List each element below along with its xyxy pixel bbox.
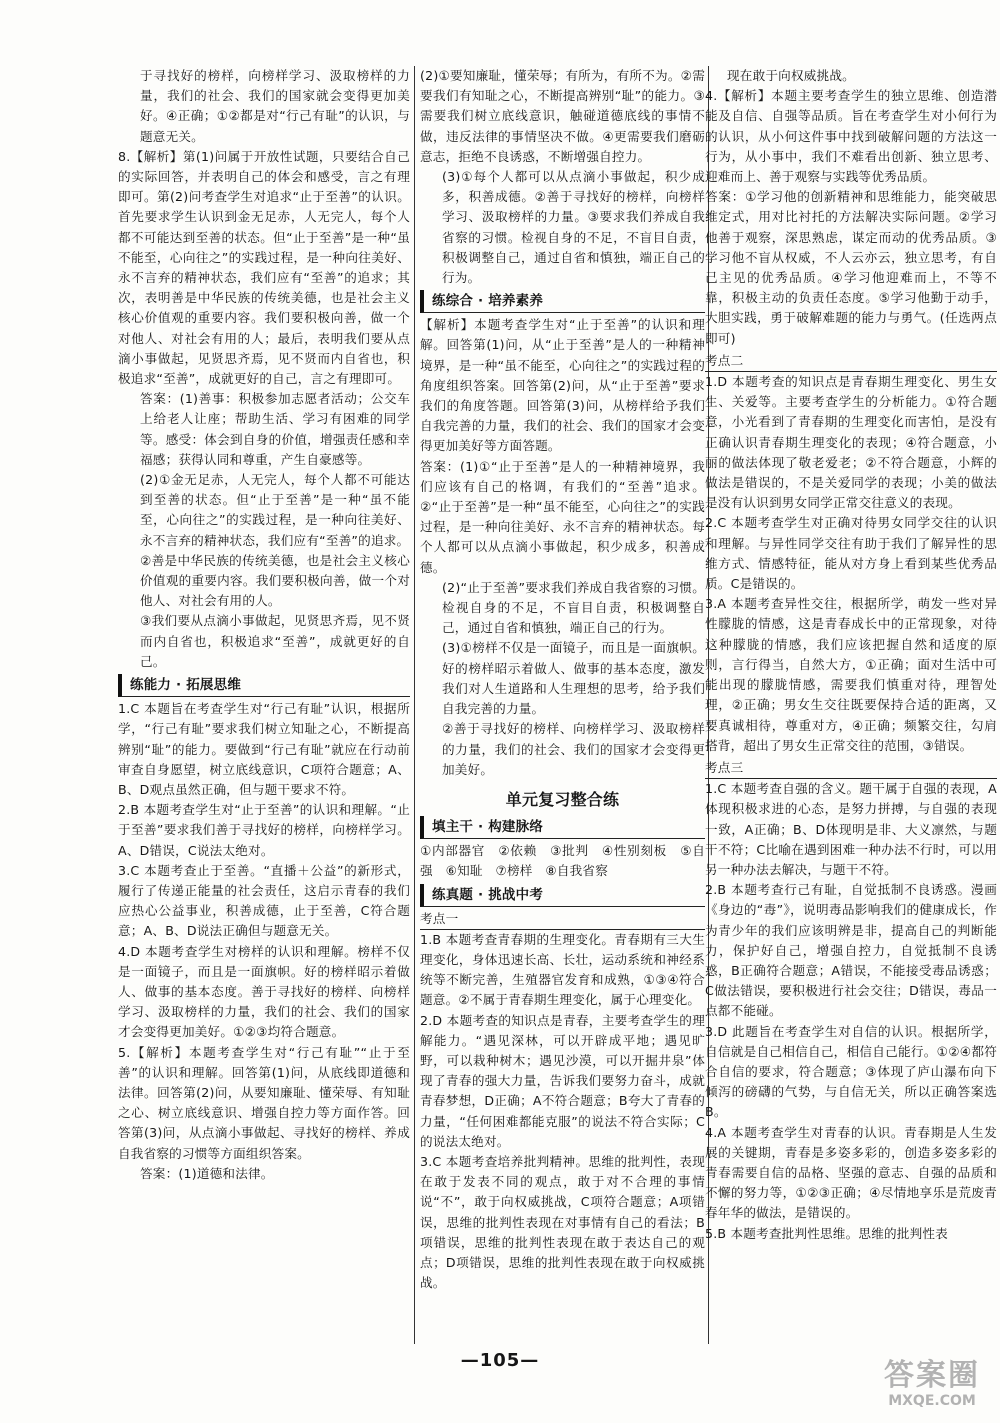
- answer-paragraph: ②善于寻找好的榜样、向榜样学习、汲取榜样的力量，我们的社会、我们的国家才会变得更加美好。: [442, 721, 705, 777]
- answer-paragraph: (2)①要知廉耻，懂荣辱；有所为，有所不为。②需要我们有知耻之心，不断提高辨别“耻”的能力。③需要我们树立底线意识，触碰道德底线的事情不做，违反法律的事情坚决不做。④更需要我们磨砺意志，拒绝不良诱惑，不断增强自控力。: [420, 68, 705, 164]
- watermark-logo: [872, 1359, 992, 1419]
- answer-paragraph: 8.【解析】第(1)问属于开放性试题，只要结合自己的实际回答，并表明自己的体会和感受，言之有理即可。第(2)问考查学生对追求“止于至善”的认识。首先要求学生认识到金无足赤，人无完人，每个人都不可能达到至善的状态。但“止于至善”是一种“虽不能至，心向往之”的实践过程，是一种向往美好、永不言弃的精神状态，我们应有“至善”的追求；其次，表明善是中华民族的传统美德，也是社会主义核心价值观的重要内容。我们要积极向善，做一个对他人、对社会有用的人；最后，表明我们要从点滴小事做起，见贤思齐焉，见不贤而内自省也，积极追求“至善”，成就更好的自己，言之有理即可。: [118, 148, 410, 387]
- answer-paragraph: 2.B 本题考查学生对“止于至善”的认识和理解。“止于至善”要求我们善于寻找好的榜样，向榜样学习。A、D错误，C说法太绝对。: [118, 802, 410, 858]
- section-heading: 练综合 · 培养素养: [420, 290, 705, 313]
- answer-paragraph: 答案：①学习他的创新精神和思维能力，能突破思维定式，用对比衬托的方法解决实际问题。②学习他善于观察，深思熟虑，谋定而动的优秀品质。③学习他不盲从权威，不人云亦云，独立思考，有自己主见的优秀品质。④学习他迎难而上，不等不靠，积极主动的负责任态度。⑤学习他勤于动手，大胆实践，勇于破解难题的能力与勇气。(任选两点即可): [705, 189, 997, 346]
- watermark-url: MXQE.COM: [888, 1393, 976, 1409]
- topic-heading: 考点三: [705, 758, 997, 779]
- answer-paragraph: ①内部器官 ②依赖 ③批判 ④性别刻板 ⑤自强 ⑥知耻 ⑦榜样 ⑧自我省察: [420, 843, 705, 879]
- answer-paragraph: 3.D 此题旨在考查学生对自信的认识。根据所学，自信就是自己相信自己，相信自己能行。①②④都符合自信的要求，符合题意；③体现了庐山瀑布向下倾泻的磅礴的气势，与自信无关，所以正确答案选B。: [705, 1023, 997, 1120]
- section-heading: 练真题 · 挑战中考: [420, 884, 705, 907]
- column-left: [118, 66, 410, 1346]
- answer-paragraph: (3)①每个人都可以从点滴小事做起，积少成多，积善成德。②善于寻找好的榜样，向榜样学习、汲取榜样的力量。③要求我们养成自我省察的习惯。检视自身的不足，不盲目自责，积极调整自己，通过自省和慎独，端正自己的行为。: [442, 169, 705, 286]
- answer-paragraph: 答案：(1)①“止于至善”是人的一种精神境界，我们应该有自己的格调，有我们的“至善”追求。②“止于至善”是一种“虽不能至，心向往之”的实践过程，是一种向往美好、永不言弃的精神状态。每个人都可以从点滴小事做起，积少成多，积善成德。: [420, 458, 705, 575]
- answer-paragraph: 1.C 本题考查自强的含义。题干属于自强的表现，A体现积极求进的心态，是努力拼搏，与自强的表现一致，A正确；B、D体现明是非、大义凛然，与题干不符；C比喻在遇到困难一种办法不行时，可以用另一种办法去解决，与题干不符。: [705, 781, 997, 877]
- watermark-text: 答案圈: [884, 1358, 980, 1393]
- answer-paragraph: 4.A 本题考查学生对青春的认识。青春期是人生发展的关键期，青春是多姿多彩的，创造多姿多彩的青春需要自信的品格、坚强的意志、自强的品质和不懈的努力等，①②③正确；④尽情地享乐是荒废青春年华的做法，是错误的。: [705, 1124, 997, 1221]
- answer-paragraph: 4.D 本题考查学生对榜样的认识和理解。榜样不仅是一面镜子，而且是一面旗帜。好的榜样昭示着做人、做事的基本态度。善于寻找好的榜样、向榜样学习、汲取榜样的力量，我们的社会、我们的国家才会变得更加美好。①②③均符合题意。: [118, 943, 410, 1040]
- answer-paragraph: 于寻找好的榜样，向榜样学习、汲取榜样的力量，我们的社会、我们的国家就会变得更加美好。④正确；①②都是对“行己有耻”的认识，与题意无关。: [140, 68, 410, 144]
- answer-paragraph: 1.B 本题考查青春期的生理变化。青春期有三大生理变化，身体迅速长高、长壮，运动系统和神经系统等不断完善，生殖器官发育和成熟，①③④符合题意。②不属于青春期生理变化，属于心理变化。: [420, 931, 705, 1008]
- answer-paragraph: 4.【解析】本题主要考查学生的独立思维、创造潜能及自信、自强等品质。旨在考查学生对小何行为的认识，从小何这件事中找到破解问题的方法这一行为，从小事中，我们不难看出创新、独立思考、迎难而上、善于观察与实践等优秀品质。: [705, 88, 997, 185]
- answer-paragraph: 5.B 本题考查批判性思维。思维的批判性表: [705, 1225, 948, 1241]
- answer-paragraph: 3.C 本题考查培养批判精神。思维的批判性，表现在敢于发表不同的观点，敢于对不合理的事情说“不”，敢于向权威挑战，C项符合题意；A项错误，思维的批判性表现在对事情有自己的看法；B项错误，思维的批判性表现在敢于表达自己的观点；D项错误，思维的批判性表现在敢于向权威挑战。: [420, 1153, 705, 1291]
- answer-paragraph: 【解析】本题考查学生对“止于至善”的认识和理解。回答第(1)问，从“止于至善”是人的一种精神境界，是一种“虽不能至，心向往之”的实践过程的角度组织答案。回答第(2)问，从“止于至善”要求我们的角度答题。回答第(3)问，从榜样给予我们自我完善的力量，我们的社会、我们的国家才会变得更加美好等方面答题。: [420, 317, 705, 454]
- answer-paragraph: (2)①金无足赤，人无完人，每个人都不可能达到至善的状态。但“止于至善”是一种“虽不能至，心向往之”的实践过程，是一种向往美好、永不言弃的精神状态，我们应有“至善”的追求。: [140, 472, 410, 548]
- answer-paragraph: 1.C 本题旨在考查学生对“行己有耻”认识，根据所学，“行己有耻”要求我们树立知耻之心，不断提高辨别“耻”的能力。要做到“行己有耻”就应在行动前审查自身愿望，树立底线意识，C项符合题意；A、B、D观点虽然正确，但与题干要求不符。: [118, 701, 410, 797]
- page-number: —105—: [460, 1350, 540, 1371]
- column-middle: [420, 66, 705, 1346]
- section-heading: 填主干 · 构建脉络: [420, 816, 705, 839]
- topic-heading: 考点二: [705, 351, 997, 372]
- unit-title: 单元复习整合练: [505, 789, 620, 809]
- answer-paragraph: 2.D 本题考查的知识点是青春，主要考查学生的理解能力。“遇见深林，可以开辟成平地；遇见旷野，可以栽种树木；遇见沙漠，可以开掘井泉”体现了青春的强大力量，告诉我们要努力奋斗，成就青春梦想，D正确；A不符合题意；B夸大了青春的力量，“任何困难都能克服”的说法不符合实际；C的说法太绝对。: [420, 1012, 705, 1149]
- topic-heading: 考点一: [420, 909, 705, 930]
- answer-paragraph: 2.C 本题考查学生对正确对待男女同学交往的认识和理解。与异性同学交往有助于我们了解异性的思维方式、情感特征，能从对方身上看到某些优秀品质。C是错误的。: [705, 515, 997, 592]
- column-divider: [414, 66, 415, 1344]
- answer-paragraph: 5.【解析】本题考查学生对“行己有耻”“止于至善”的认识和理解。回答第(1)问，从底线即道德和法律。回答第(2)问，从要知廉耻、懂荣辱、有知耻之心、树立底线意识、增强自控力等方面作答。回答第(3)问，从点滴小事做起、寻找好的榜样、养成自我省察的习惯等方面组织答案。: [118, 1044, 410, 1161]
- answer-paragraph: ②善是中华民族的传统美德，也是社会主义核心价值观的重要内容。我们要积极向善，做一个对他人、对社会有用的人。: [140, 552, 410, 609]
- answer-paragraph: 1.D 本题考查的知识点是青春期生理变化、男生女生、关爱等。主要考查学生的分析能力。①符合题意，小光看到了青春期的生理变化而害怕，是没有正确认识青春期生理变化的表现；④符合题意，小丽的做法体现了敬老爱老；②不符合题意，小辉的做法是错误的，不是关爱同学的表现；小美的做法是没有认识到男女同学正常交往意义的表现。: [705, 374, 997, 511]
- answer-paragraph: 3.C 本题考查止于至善。“直播＋公益”的新形式，履行了传递正能量的社会责任，这启示青春的我们应热心公益事业，积善成德，止于至善，C符合题意；A、B、D说法正确但与题意无关。: [118, 862, 410, 939]
- answer-paragraph: 2.B 本题考查行己有耻，自觉抵制不良诱惑。漫画《身边的“毒”》，说明毒品影响我们的健康成长，作为青少年的我们应该明辨是非，提高自己的判断能力，保护好自己，增强自控力，自觉抵制不良诱惑，B正确符合题意；A错误，不能接受毒品诱惑；C做法错误，要积极进行社会交往；D错误，毒品一点都不能碰。: [705, 882, 997, 1019]
- answer-paragraph: 答案：(1)道德和法律。: [140, 1165, 274, 1181]
- answer-paragraph: 现在敢于向权威挑战。: [727, 68, 855, 83]
- answer-paragraph: (2)“止于至善”要求我们养成自我省察的习惯。检视自身的不足，不盲目自责，积极调整自己，通过自省和慎独，端正自己的行为。: [442, 579, 705, 636]
- answer-paragraph: 3.A 本题考查异性交往，根据所学，萌发一些对异性朦胧的情感，这是青春成长中的正常现象，对待这种朦胧的情感，我们应该把握自然和适度的原则，言行得当，自然大方，①正确；面对生活中可能出现的朦胧情感，需要我们慎重对待，理智处理，②正确；男女生交往既要保持合适的距离，又要真诚相待，尊重对方，④正确；频繁交往，勾肩搭背，超出了男女生正常交往的范围，③错误。: [705, 596, 997, 753]
- answer-paragraph: (3)①榜样不仅是一面镜子，而且是一面旗帜。好的榜样昭示着做人、做事的基本态度，激发我们对人生道路和人生理想的思考，给予我们自我完善的力量。: [442, 640, 705, 717]
- column-right: [705, 66, 997, 1346]
- answer-paragraph: 答案：(1)善事：积极参加志愿者活动；公交车上给老人让座；帮助生活、学习有困难的同学等。感受：体会到自身的价值，增强责任感和幸福感；获得认同和尊重，产生自豪感等。: [140, 391, 410, 467]
- section-heading: 练能力 · 拓展思维: [118, 674, 410, 697]
- answer-paragraph: ③我们要从点滴小事做起，见贤思齐焉，见不贤而内自省也，积极追求“至善”，成就更好的自己。: [140, 613, 410, 669]
